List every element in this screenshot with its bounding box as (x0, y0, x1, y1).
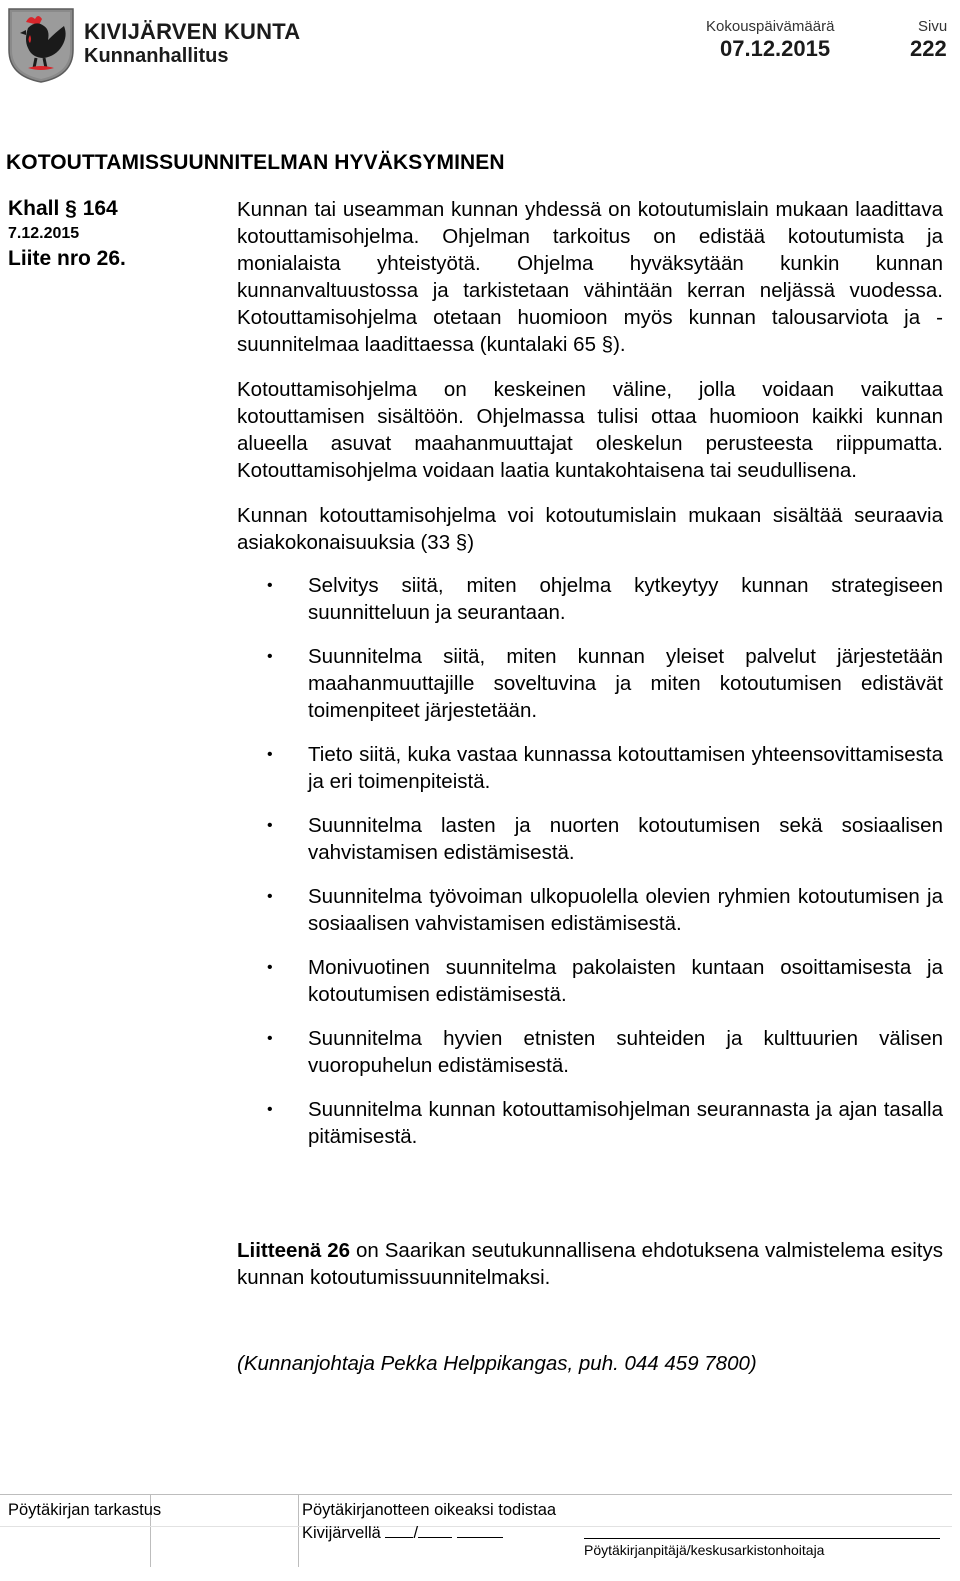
certification-place-date (302, 1523, 503, 1543)
list-item (237, 1096, 943, 1150)
bullet-icon: • (267, 1101, 273, 1118)
list-item-text: Suunnitelma lasten ja nuorten kotoutumisen sekä sosiaalisen vahvistamisen edistämisestä. (308, 814, 943, 864)
list-item-text: Suunnitelma hyvien etnisten suhteiden ja kulttuurien välisen vuoropuhelun edistämisestä. (308, 1027, 943, 1077)
attachment-number: Liite nro 26. (8, 247, 126, 270)
contact-line: (Kunnanjohtaja Pekka Helppikangas, puh. 044 459 7800) (237, 1352, 757, 1375)
certification-label: Pöytäkirjanotteen oikeaksi todistaa (302, 1501, 557, 1519)
list-item (237, 954, 943, 1008)
bullet-icon: • (267, 648, 273, 665)
list-item-text: Suunnitelma työvoiman ulkopuolella olevien ryhmien kotoutumisen ja sosiaalisen vahvistamisen edistämisestä. (308, 885, 943, 935)
bullet-icon: • (267, 888, 273, 905)
list-item (237, 741, 943, 795)
meeting-date-label: Kokouspäivämäärä (706, 18, 835, 35)
paragraph: Kotouttamisohjelma on keskeinen väline, jolla voidaan vaikuttaa kotouttamisen sisältöön. Ohjelmassa tulisi ottaa huomioon kaikki kunnan alueella asuvat maahanmuuttajat oleskelun perusteesta riippumatta. Kotouttamisohjelma voidaan laatia kuntakohtaisena tai seudullisena. (237, 378, 943, 482)
rooster-coat-of-arms-icon (6, 6, 76, 84)
signature-line[interactable] (584, 1538, 940, 1539)
list-item (237, 812, 943, 866)
list-item (237, 1025, 943, 1079)
list-item-text: Monivuotinen suunnitelma pakolaisten kuntaan osoittamisesta ja kotoutumisen edistämisestä. (308, 956, 943, 1006)
paragraph: Kunnan tai useamman kunnan yhdessä on kotoutumislain mukaan laadittava kotouttamisohjelma. Ohjelman tarkoitus on edistää kotoutumista ja monialaista yhteistyötä. Ohjelma hyväksytään kunkin kunnan kunnanvaltuustossa ja tarkistetaan vähintään kerran neljässä vuodessa. Kotouttamisohjelma otetaan huomioon myös kunnan talousarviota ja -suunnitelmaa laadittaessa (kuntalaki 65 §). (237, 198, 943, 356)
bullet-list (237, 572, 943, 1150)
list-item (237, 883, 943, 937)
list-item-text: Suunnitelma siitä, miten kunnan yleiset palvelut järjestetään maahanmuuttajille soveltuvina ja miten kotoutumisen edistävät toimenpiteet järjestetään. (308, 645, 943, 722)
list-item-text: Suunnitelma kunnan kotouttamisohjelman seurannasta ja ajan tasalla pitämisestä. (308, 1098, 943, 1148)
board-section-reference: Khall § 164 (8, 197, 118, 220)
organization-unit: Kunnanhallitus (84, 45, 229, 67)
list-item (237, 643, 943, 724)
document-header (0, 0, 960, 90)
list-item-text: Selvitys siitä, miten ohjelma kytkeytyy kunnan strategiseen suunnitteluun ja seurantaan. (308, 574, 943, 624)
minutes-review-label: Pöytäkirjan tarkastus (8, 1501, 162, 1519)
document-body (237, 196, 943, 1167)
footer-divider (298, 1495, 299, 1567)
bullet-icon: • (267, 817, 273, 834)
place-text: Kivijärvellä (302, 1524, 381, 1542)
day-blank[interactable] (385, 1523, 413, 1538)
attachment-note-text: on Saarikan seutukunnallisena ehdotuksena valmistelema esitys kunnan kotoutumissuunnitelmaksi. (237, 1239, 943, 1289)
attachment-note (237, 1237, 943, 1291)
signer-role: Pöytäkirjanpitäjä/keskusarkistonhoitaja (584, 1542, 825, 1558)
paragraph: Kunnan kotouttamisohjelma voi kotoutumislain mukaan sisältää seuraavia asiakokonaisuuksia (33 §) (237, 504, 943, 554)
list-item (237, 572, 943, 626)
board-section-date: 7.12.2015 (8, 225, 80, 242)
date-separator: / (413, 1524, 419, 1542)
page-number: 222 (910, 36, 947, 61)
bullet-icon: • (267, 746, 273, 763)
organization-name: KIVIJÄRVEN KUNTA (84, 19, 301, 44)
section-title: KOTOUTTAMISSUUNNITELMAN HYVÄKSYMINEN (6, 151, 505, 174)
page-label: Sivu (918, 18, 948, 35)
document-footer (0, 1494, 952, 1567)
bullet-icon: • (267, 1030, 273, 1047)
bullet-icon: • (267, 959, 273, 976)
meeting-date-value: 07.12.2015 (720, 36, 831, 61)
month-blank[interactable] (418, 1523, 452, 1538)
bullet-icon: • (267, 577, 273, 594)
sidebar-reference (8, 196, 208, 272)
list-item-text: Tieto siitä, kuka vastaa kunnassa kotouttamisen yhteensovittamisesta ja eri toimenpiteistä. (308, 743, 943, 793)
attachment-note-bold: Liitteenä 26 (237, 1239, 351, 1262)
year-blank[interactable] (457, 1523, 503, 1538)
